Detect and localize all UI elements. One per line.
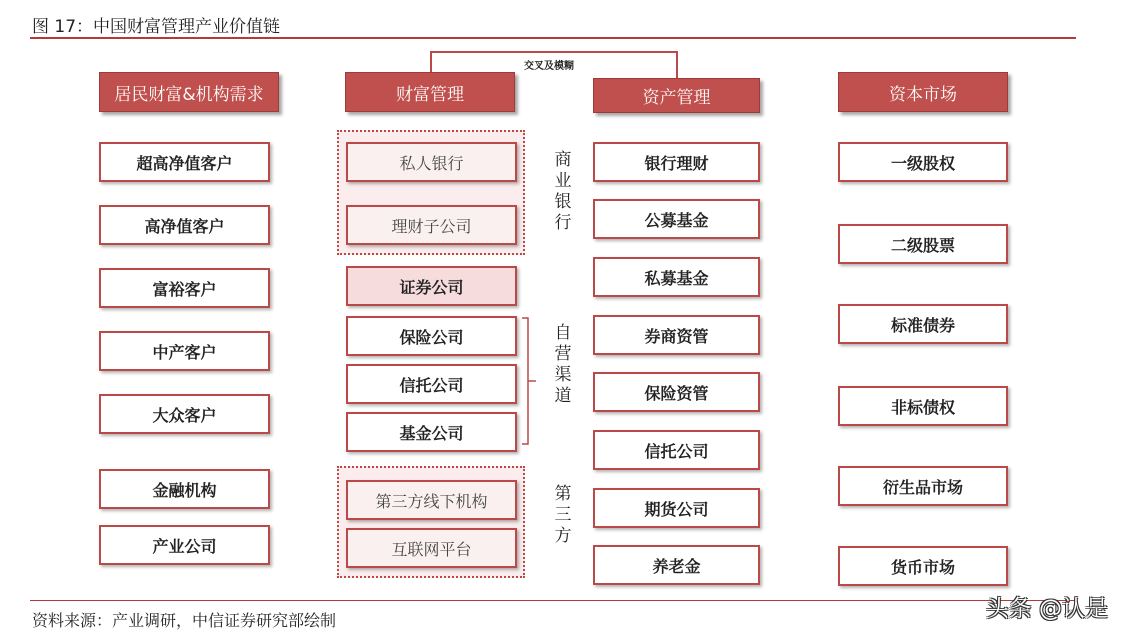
figure-title: 图 17：中国财富管理产业价值链 — [32, 17, 281, 37]
wealth-bank-item-0: 私人银行 — [346, 142, 517, 182]
label-char: 第 — [554, 484, 572, 504]
label-char: 渠 — [554, 365, 572, 385]
label-third-channel — [553, 484, 573, 547]
label-char: 自 — [554, 323, 572, 343]
asset-item-5: 信托公司 — [593, 430, 760, 470]
asset-item-6: 期货公司 — [593, 488, 760, 528]
demand-item-2: 富裕客户 — [99, 268, 270, 308]
capital-item-2: 标准债券 — [838, 304, 1008, 344]
label-char: 行 — [554, 213, 572, 233]
asset-item-0: 银行理财 — [593, 142, 760, 182]
capital-item-0: 一级股权 — [838, 142, 1008, 182]
header-capital: 资本市场 — [838, 72, 1008, 112]
label-char: 三 — [554, 505, 572, 525]
demand-item-3: 中产客户 — [99, 331, 270, 371]
header-asset: 资产管理 — [593, 78, 760, 113]
wealth-securities: 证券公司 — [346, 266, 517, 306]
demand-item-4: 大众客户 — [99, 394, 270, 434]
header-demand: 居民财富&机构需求 — [99, 72, 279, 112]
watermark: 头条 @认是 — [985, 596, 1108, 622]
header-wealth: 财富管理 — [345, 72, 515, 112]
wealth-bank-item-1: 理财子公司 — [346, 205, 517, 245]
label-char: 方 — [554, 526, 572, 546]
label-self-channel — [553, 323, 573, 407]
label-char: 营 — [554, 344, 572, 364]
footer-rule — [30, 600, 1076, 601]
demand-item-1: 高净值客户 — [99, 205, 270, 245]
capital-item-4: 衍生品市场 — [838, 466, 1008, 506]
demand-item-0: 超高净值客户 — [99, 142, 270, 182]
demand-item-6: 产业公司 — [99, 525, 270, 565]
wealth-third-item-1: 互联网平台 — [346, 528, 517, 568]
asset-item-3: 券商资管 — [593, 315, 760, 355]
asset-item-1: 公募基金 — [593, 199, 760, 239]
capital-item-1: 二级股票 — [838, 224, 1008, 264]
asset-item-7: 养老金 — [593, 545, 760, 585]
capital-item-3: 非标债权 — [838, 386, 1008, 426]
source-note: 资料来源：产业调研，中信证券研究部绘制 — [32, 611, 337, 630]
label-bank-channel — [553, 150, 573, 234]
asset-item-2: 私募基金 — [593, 257, 760, 297]
wealth-self-item-1: 信托公司 — [346, 364, 517, 404]
wealth-third-item-0: 第三方线下机构 — [346, 480, 517, 520]
capital-item-5: 货币市场 — [838, 546, 1008, 586]
label-char: 银 — [554, 192, 572, 212]
wealth-self-item-2: 基金公司 — [346, 412, 517, 452]
asset-item-4: 保险资管 — [593, 372, 760, 412]
label-char: 道 — [554, 386, 572, 406]
label-char: 商 — [554, 150, 572, 170]
demand-item-5: 金融机构 — [99, 469, 270, 509]
crossover-label: 交叉及模糊 — [524, 61, 574, 72]
wealth-self-item-0: 保险公司 — [346, 316, 517, 356]
label-char: 业 — [554, 171, 572, 191]
